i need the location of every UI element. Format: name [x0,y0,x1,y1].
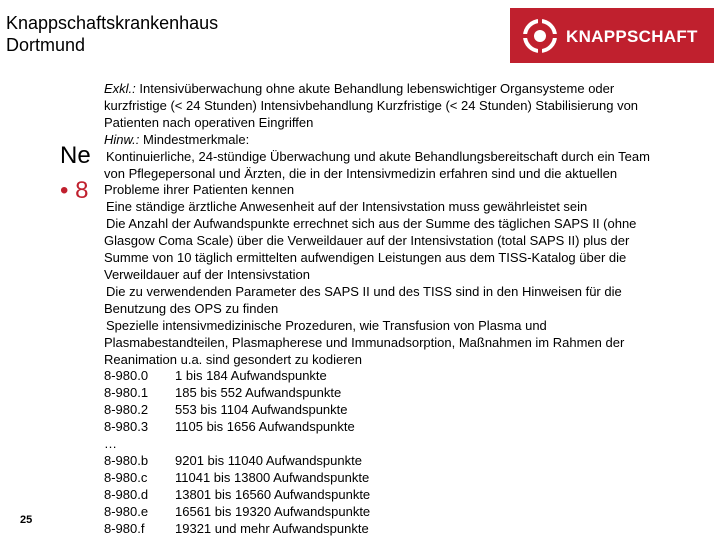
code-row [104,470,704,487]
ellipsis: … [104,436,117,452]
bullet-text: 8 [75,177,89,204]
ops-code: 8-980.0 [104,368,149,384]
bullet-glyph: • [60,177,69,204]
code-row [104,385,704,402]
slide-heading: Ne [60,142,91,169]
page-number: 25 [20,514,33,526]
code-row [104,453,704,470]
code-row [104,504,704,521]
ops-code-desc: 11041 bis 13800 Aufwandspunkte [175,469,370,485]
header-title-line2: Dortmund [6,35,86,55]
body-line: Verweildauer auf der Intensivstation [104,266,310,282]
exkl-continuation: kurzfristige (< 24 Stunden) Intensivbehandlung Kurzfristige (< 24 Stunden) Stabilisierung von [104,97,639,113]
ops-code: 8-980.b [104,452,149,468]
exkl-continuation: Patienten nach operativen Eingriffen [104,114,314,130]
logo-text: KNAPPSCHAFT [566,27,698,46]
slide-bullet [60,177,88,205]
body-line: Spezielle intensivmedizinische Prozeduren, wie Transfusion von Plasma und [106,317,547,333]
ops-code: 8-980.c [104,469,148,485]
header-title [6,12,218,56]
exkl-text: Intensivüberwachung ohne akute Behandlung lebenswichtiger Organsysteme oder [135,81,615,96]
ops-code-desc: 1105 bis 1656 Aufwandspunkte [175,419,355,435]
popup-text [104,81,704,537]
body-line: Die zu verwendenden Parameter des SAPS II und des TISS sind in den Hinweisen für die [106,283,622,299]
body-line: Eine ständige ärztliche Anwesenheit auf der Intensivstation muss gewährleistet sein [106,199,588,215]
body-line: Die Anzahl der Aufwandspunkte errechnet sich aus der Summe des täglichen SAPS II (ohne [106,216,637,232]
ops-code-popup [98,77,704,536]
body-line: Kontinuierliche, 24-stündige Überwachung und akute Behandlungsbereitschaft durch ein Team [106,148,650,164]
ops-code: 8-980.d [104,486,149,502]
header-title-line1: Knappschaftskrankenhaus [6,13,219,33]
ops-code-desc: 553 bis 1104 Aufwandspunkte [175,402,348,418]
ops-code-desc: 16561 bis 19320 Aufwandspunkte [175,503,371,519]
hinw-line [104,132,704,149]
body-line: Probleme ihrer Patienten kennen [104,182,295,198]
code-row [104,368,704,385]
body-line: Reanimation u.a. sind gesondert zu kodieren [104,351,362,367]
exkl-line [104,81,704,98]
ops-code: 8-980.1 [104,385,149,401]
body-line: Plasmabestandteilen, Plasmapherese und Immunadsorption, Maßnahmen im Rahmen der [104,334,625,350]
body-line: Summe von 10 täglich ermittelten aufwendigen Leistungen aus dem TISS-Katalog über die [104,250,627,266]
code-row [104,487,704,504]
ops-code: 8-980.f [104,520,145,536]
hinw-label: Hinw.: [104,131,140,147]
body-line: Benutzung des OPS zu finden [104,300,279,316]
ops-code-desc: 19321 und mehr Aufwandspunkte [175,520,369,536]
knappschaft-logo [510,8,714,63]
code-row [104,402,704,419]
knappschaft-logo-icon [522,18,558,54]
ops-code-desc: 13801 bis 16560 Aufwandspunkte [175,486,371,502]
ops-code: 8-980.3 [104,419,149,435]
ops-code: 8-980.2 [104,402,149,418]
exkl-label: Exkl.: [104,81,136,96]
code-row [104,521,704,538]
ops-code-desc: 9201 bis 11040 Aufwandspunkte [175,452,362,468]
body-line: von Pflegepersonal und Ärzten, die in der Intensivmedizin erfahren sind und die aktuellen [104,165,618,181]
ops-code-desc: 185 bis 552 Aufwandspunkte [175,385,342,401]
ops-code: 8-980.e [104,503,149,519]
code-row [104,419,704,436]
hinw-text: Mindestmerkmale: [139,131,250,147]
body-line: Glasgow Coma Scale) über die Verweildauer auf der Intensivstation (total SAPS II) plus der [104,233,630,249]
ops-code-desc: 1 bis 184 Aufwandspunkte [175,368,327,384]
